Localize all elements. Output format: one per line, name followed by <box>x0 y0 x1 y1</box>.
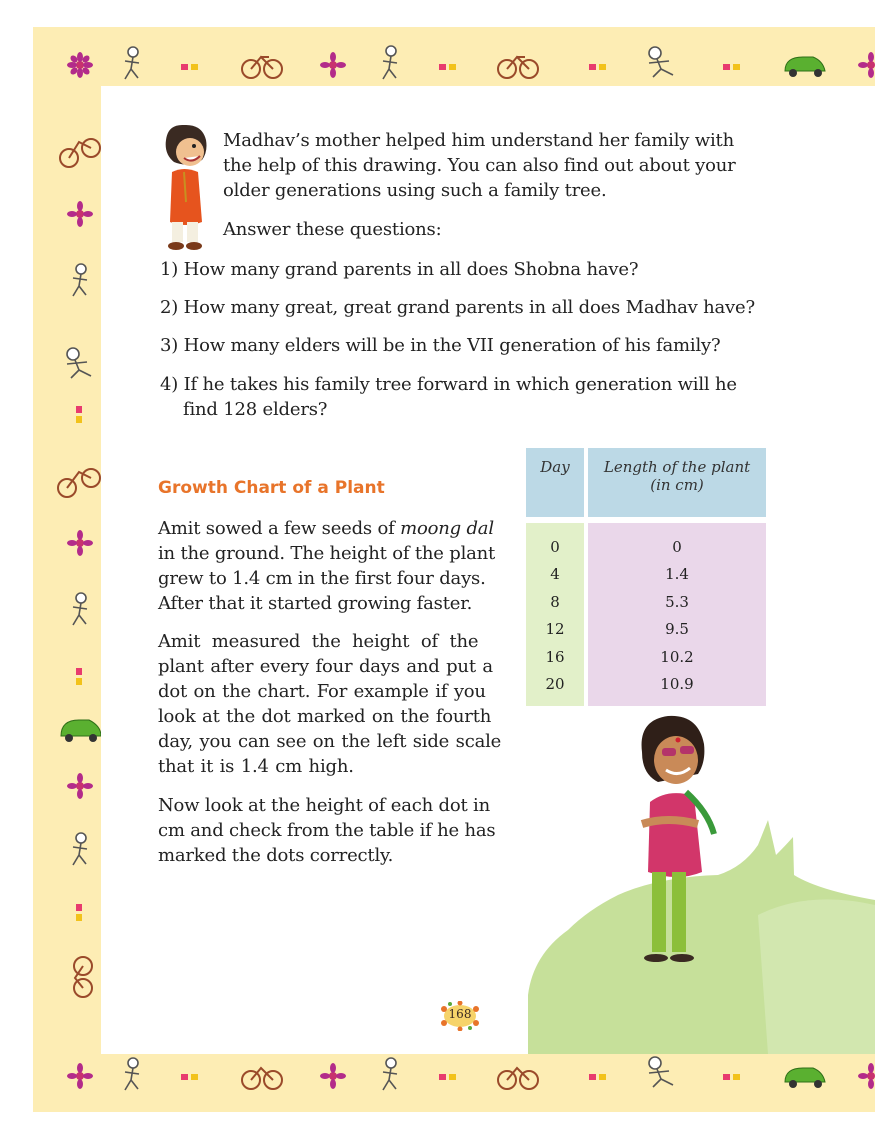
paragraph-line: grew to 1.4 cm in the first four days. <box>158 568 486 589</box>
flower-icon <box>67 1063 93 1089</box>
running-figure-icon <box>649 1057 673 1087</box>
question-number: 1) <box>160 259 179 280</box>
candy-icon <box>589 1074 606 1080</box>
section-paragraph-1 <box>158 516 495 616</box>
question-text: How many grand parents in all does Shobna have? <box>183 259 639 280</box>
bicycle-icon <box>242 57 282 78</box>
table-row <box>526 616 766 644</box>
candy-icon <box>723 1074 740 1080</box>
candy-icon <box>723 64 740 70</box>
bicycle-icon <box>242 1068 282 1089</box>
table-row <box>526 588 766 616</box>
cell-day: 0 <box>526 523 586 561</box>
paragraph-line: marked the dots correctly. <box>158 845 394 866</box>
paragraph-line: Now look at the height of each dot in <box>158 795 490 816</box>
paragraph-line: day, you can see on the left side scale <box>158 731 502 752</box>
cell-length: 10.9 <box>586 671 766 707</box>
question-text: If he takes his family tree forward in which generation will he <box>183 374 737 395</box>
flower-icon <box>67 52 93 78</box>
stick-figure-icon <box>73 833 87 865</box>
candy-icon <box>181 1074 198 1080</box>
question-3 <box>160 333 720 358</box>
question-1 <box>160 257 638 282</box>
paragraph-line: Amit sowed a few seeds of moong dal <box>158 518 494 539</box>
flower-icon <box>858 52 875 78</box>
car-icon <box>785 1068 825 1088</box>
candy-icon <box>181 64 198 70</box>
flower-icon <box>67 773 93 799</box>
paragraph-line: look at the dot marked on the fourth <box>158 706 492 727</box>
intro-paragraph <box>223 128 736 203</box>
running-figure-icon <box>649 47 673 77</box>
flower-icon <box>320 52 346 78</box>
section-paragraph-3 <box>158 793 495 868</box>
car-icon <box>785 57 825 77</box>
section-heading: Growth Chart of a Plant <box>158 478 385 498</box>
flower-icon <box>320 1063 346 1089</box>
cell-length: 9.5 <box>586 616 766 644</box>
candy-icon <box>439 1074 456 1080</box>
bicycle-icon <box>60 139 100 167</box>
candy-icon <box>76 904 82 921</box>
stick-figure-icon <box>125 47 139 79</box>
cell-day: 16 <box>526 643 586 671</box>
paragraph-line: cm and check from the table if he has <box>158 820 496 841</box>
stick-figure-icon <box>383 1058 397 1090</box>
column-header-day: Day <box>526 448 586 517</box>
running-figure-icon <box>67 348 91 378</box>
column-header-length: Length of the plant (in cm) <box>586 448 766 517</box>
car-icon <box>61 720 101 742</box>
girl-illustration <box>628 712 746 967</box>
question-text: How many great, great grand parents in all does Madhav have? <box>183 297 755 318</box>
table-row <box>526 523 766 561</box>
bicycle-icon <box>58 469 100 497</box>
paragraph-line: plant after every four days and put a <box>158 656 493 677</box>
flower-icon <box>858 1063 875 1089</box>
intro-line: Madhav’s mother helped him understand her family with <box>223 130 734 151</box>
plant-growth-table <box>526 448 766 706</box>
paragraph-line: that it is 1.4 cm high. <box>158 756 354 777</box>
flower-icon <box>67 530 93 556</box>
paragraph-line: dot on the chart. For example if you <box>158 681 486 702</box>
question-text: How many elders will be in the VII generation of his family? <box>183 335 721 356</box>
question-number: 2) <box>160 297 179 318</box>
questions-prompt: Answer these questions: <box>223 219 442 240</box>
stick-figure-icon <box>125 1058 139 1090</box>
bicycle-icon <box>498 1068 538 1089</box>
section-paragraph-2 <box>158 629 501 779</box>
top-border-motifs <box>33 27 875 86</box>
cell-day: 4 <box>526 561 586 589</box>
bottom-border-motifs <box>33 1054 875 1112</box>
candy-icon <box>76 668 82 685</box>
page-number-badge <box>440 1001 480 1031</box>
intro-line: the help of this drawing. You can also find out about your <box>223 155 736 176</box>
candy-icon <box>589 64 606 70</box>
cell-length: 1.4 <box>586 561 766 589</box>
table-row <box>526 671 766 707</box>
table-row <box>526 561 766 589</box>
intro-line: older generations using such a family tree. <box>223 180 607 201</box>
bicycle-icon <box>498 57 538 78</box>
cell-length: 0 <box>586 523 766 561</box>
paragraph-line: in the ground. The height of the plant <box>158 543 496 564</box>
question-number: 3) <box>160 335 179 356</box>
cell-length: 10.2 <box>586 643 766 671</box>
left-border-motifs <box>33 86 101 1054</box>
candy-icon <box>76 406 82 423</box>
candy-icon <box>439 64 456 70</box>
cell-day: 20 <box>526 671 586 707</box>
madhav-boy-illustration <box>158 122 216 252</box>
stick-figure-icon <box>383 46 397 79</box>
flower-icon <box>67 201 93 227</box>
question-4 <box>160 372 737 422</box>
paragraph-line: After that it started growing faster. <box>158 593 473 614</box>
table-row <box>526 643 766 671</box>
stick-figure-icon <box>73 264 87 296</box>
question-number: 4) <box>160 374 179 395</box>
cell-length: 5.3 <box>586 588 766 616</box>
question-text-continued: find 128 elders? <box>183 399 328 420</box>
paragraph-line: Amit measured the height of the <box>158 631 479 652</box>
cell-day: 8 <box>526 588 586 616</box>
table-header-row <box>526 448 766 517</box>
cell-day: 12 <box>526 616 586 644</box>
question-2 <box>160 295 755 320</box>
stick-figure-icon <box>73 593 87 625</box>
page-number: 168 <box>448 1007 472 1021</box>
bicycle-icon <box>74 957 92 997</box>
